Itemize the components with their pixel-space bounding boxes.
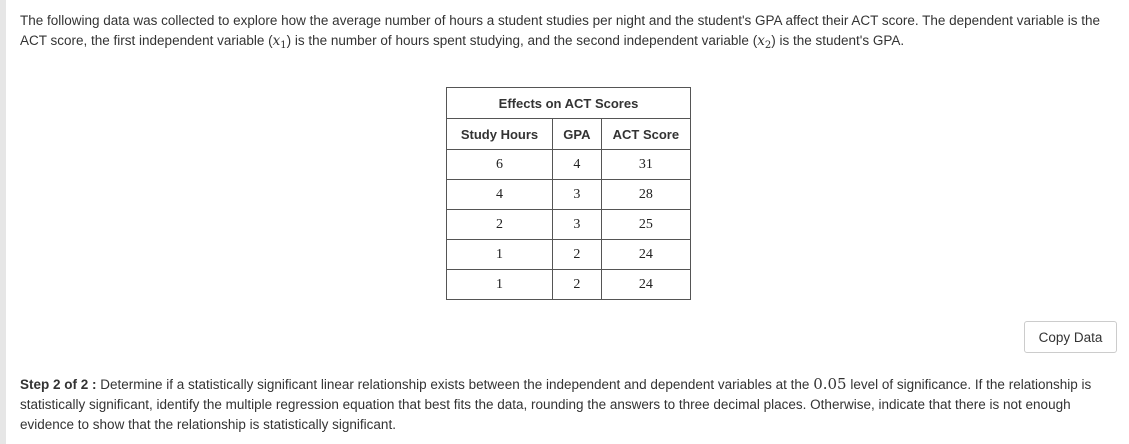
cell-gpa: 3 [553, 210, 602, 240]
table-row [447, 180, 691, 210]
x1-variable: $x_1$ [272, 33, 287, 51]
cell-study-hours: 1 [447, 240, 553, 270]
cell-act-score: 24 [601, 240, 690, 270]
header-gpa: GPA [553, 119, 602, 150]
cell-act-score: 25 [601, 210, 690, 240]
cell-study-hours: 6 [447, 150, 553, 180]
intro-text-3: ) is the student's GPA. [771, 33, 905, 48]
header-act-score: ACT Score [601, 119, 690, 150]
table-caption: Effects on ACT Scores [447, 88, 691, 119]
cell-act-score: 31 [601, 150, 690, 180]
step-text-1: Determine if a statistically significant linear relationship exists between the independent and dependent variables at the [96, 377, 814, 392]
cell-study-hours: 4 [447, 180, 553, 210]
intro-text-2: ) is the number of hours spent studying, and the second independent variable ( [286, 33, 758, 48]
cell-act-score: 28 [601, 180, 690, 210]
x2-variable: $x_2$ [757, 33, 772, 51]
cell-gpa: 4 [553, 150, 602, 180]
cell-gpa: 2 [553, 270, 602, 300]
problem-intro [20, 11, 1115, 51]
table-row [447, 270, 691, 300]
left-border [0, 0, 6, 444]
cell-study-hours: 2 [447, 210, 553, 240]
cell-gpa: 3 [553, 180, 602, 210]
table-row [447, 150, 691, 180]
copy-data-button[interactable]: Copy Data [1024, 321, 1117, 353]
step-text-2: level of significance. If the relationship is statistically significant, identify the multiple regression equation that best fits the data, rounding the answers to three decimal places. Otherwise, indicate that there is not enough evidence to show that the relationship is statistically significant. [20, 377, 1092, 432]
step-label: Step 2 of 2 : [20, 377, 97, 392]
table-row [447, 240, 691, 270]
cell-gpa: 2 [553, 240, 602, 270]
intro-text-1: The following data was collected to explore how the average number of hours a student studies per night and the student's GPA affect their ACT score. The dependent variable is the ACT score, the first independent variable ( [20, 13, 1100, 48]
cell-act-score: 24 [601, 270, 690, 300]
data-table [446, 87, 691, 300]
header-study-hours: Study Hours [447, 119, 553, 150]
step-instructions [20, 374, 1115, 435]
significance-level: 0.05 [813, 375, 847, 393]
table-row [447, 210, 691, 240]
cell-study-hours: 1 [447, 270, 553, 300]
